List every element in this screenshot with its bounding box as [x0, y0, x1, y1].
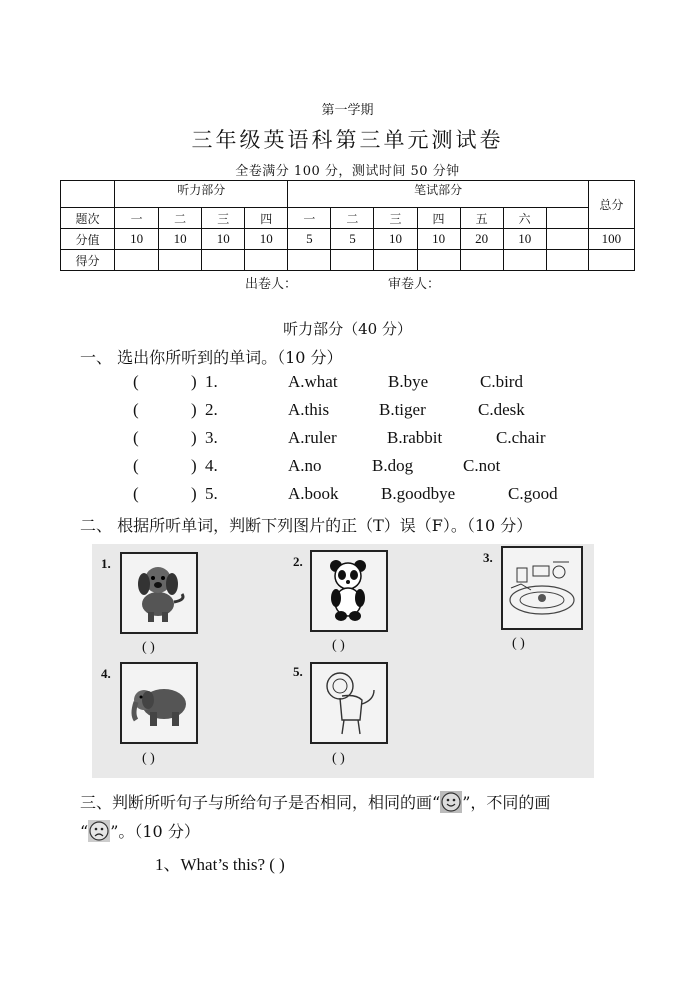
option-a: A.this [288, 400, 330, 419]
option-c: C.desk [478, 400, 525, 419]
question-cell: 一 [288, 208, 331, 229]
score-entry-cell[interactable] [159, 250, 202, 271]
choice-question [133, 484, 613, 508]
option-c: C.not [463, 456, 501, 475]
question-number: 2. [205, 400, 218, 419]
question-cell: 三 [374, 208, 417, 229]
exam-note: 全卷满分 100 分，测试时间 50 分钟 [235, 164, 460, 179]
points-cell: 10 [374, 229, 417, 250]
question-number: 3. [205, 428, 218, 447]
answer-blank[interactable]: ( ) [142, 751, 155, 766]
choice-question [133, 372, 613, 396]
elephant-icon [120, 662, 198, 744]
row-label-score: 得分 [61, 250, 115, 271]
score-entry-cell[interactable] [202, 250, 245, 271]
question-cell: 二 [159, 208, 202, 229]
question-number: 5. [205, 484, 218, 503]
answer-bracket-right: ) [191, 428, 197, 447]
answer-bracket-right: ) [191, 484, 197, 503]
answer-bracket-left[interactable]: ( [133, 428, 139, 447]
points-cell: 10 [503, 229, 546, 250]
park-scene-icon [501, 546, 583, 630]
points-cell [546, 229, 588, 250]
smiley-face-icon [440, 791, 462, 813]
answer-bracket-left[interactable]: ( [133, 400, 139, 419]
option-a: A.ruler [288, 428, 337, 447]
answer-bracket-left[interactable]: ( [133, 372, 139, 391]
score-entry-cell[interactable] [503, 250, 546, 271]
score-entry-cell[interactable] [331, 250, 374, 271]
points-cell: 10 [245, 229, 288, 250]
dog-icon [120, 552, 198, 634]
answer-blank[interactable]: ( ) [332, 638, 345, 653]
option-a: A.no [288, 456, 322, 475]
score-entry-cell[interactable] [546, 250, 588, 271]
score-entry-cell[interactable] [115, 250, 159, 271]
points-cell: 5 [331, 229, 374, 250]
option-b: B.goodbye [381, 484, 456, 503]
question-cell: 五 [460, 208, 503, 229]
question-cell: 四 [417, 208, 460, 229]
answer-bracket-right: ) [191, 372, 197, 391]
section3-title-line2 [80, 819, 200, 842]
option-b: B.tiger [379, 400, 426, 419]
answer-bracket-right: ) [191, 400, 197, 419]
picture-number: 4. [101, 666, 111, 681]
lion-icon [310, 662, 388, 744]
option-c: C.bird [480, 372, 523, 391]
total-header: 总分 [588, 181, 634, 229]
section3-title-part-c: “ [80, 822, 89, 841]
score-entry-cell[interactable] [588, 250, 634, 271]
question-cell: 一 [115, 208, 159, 229]
points-cell: 10 [159, 229, 202, 250]
section3-title [80, 790, 550, 813]
score-entry-cell[interactable] [417, 250, 460, 271]
score-entry-cell[interactable] [245, 250, 288, 271]
choice-question [133, 400, 613, 424]
score-entry-cell[interactable] [460, 250, 503, 271]
score-corner-cell [61, 181, 115, 208]
points-cell: 10 [202, 229, 245, 250]
option-c: C.good [508, 484, 558, 503]
question-cell: 二 [331, 208, 374, 229]
question-cell: 三 [202, 208, 245, 229]
section3-title-part-d: ”。（10 分） [110, 822, 200, 841]
section1-title: 一、 选出你所听到的单词。（10 分） [80, 348, 343, 367]
points-cell: 5 [288, 229, 331, 250]
score-entry-cell[interactable] [374, 250, 417, 271]
section3-question-1: 1、What’s this? ( ) [155, 855, 285, 874]
points-cell: 10 [115, 229, 159, 250]
term-label: 第一学期 [321, 103, 374, 118]
question-number: 1. [205, 372, 218, 391]
points-cell: 20 [460, 229, 503, 250]
question-number: 4. [205, 456, 218, 475]
question-cell [546, 208, 588, 229]
listening-header: 听力部分 [115, 181, 288, 208]
picture-number: 5. [293, 664, 303, 679]
option-b: B.bye [388, 372, 429, 391]
picture-number: 2. [293, 554, 303, 569]
row-label-questions: 题次 [61, 208, 115, 229]
points-cell: 10 [417, 229, 460, 250]
page-title: 三年级英语科第三单元测试卷 [191, 128, 504, 152]
answer-blank[interactable]: ( ) [512, 636, 525, 651]
row-label-points: 分值 [61, 229, 115, 250]
option-a: A.book [288, 484, 339, 503]
option-a: A.what [288, 372, 338, 391]
score-table [60, 180, 635, 271]
answer-blank[interactable]: ( ) [142, 640, 155, 655]
sad-face-icon [88, 820, 110, 842]
question-cell: 四 [245, 208, 288, 229]
section3-title-part-b: ”，不同的画 [462, 793, 551, 812]
picture-panel [92, 544, 594, 778]
option-c: C.chair [496, 428, 546, 447]
panda-icon [310, 550, 388, 632]
writing-header: 笔试部分 [288, 181, 588, 208]
answer-bracket-left[interactable]: ( [133, 456, 139, 475]
question-cell: 六 [503, 208, 546, 229]
setter-label: 出卷人： [245, 277, 298, 292]
answer-bracket-left[interactable]: ( [133, 484, 139, 503]
total-points-cell: 100 [588, 229, 634, 250]
option-b: B.dog [372, 456, 414, 475]
listening-heading: 听力部分（40 分） [283, 320, 412, 338]
answer-bracket-right: ) [191, 456, 197, 475]
picture-number: 1. [101, 556, 111, 571]
section2-title: 二、 根据所听单词，判断下列图片的正（T）误（F）。（10 分） [80, 516, 533, 535]
choice-question [133, 428, 613, 452]
option-b: B.rabbit [387, 428, 443, 447]
answer-blank[interactable]: ( ) [332, 751, 345, 766]
section3-title-part-a: 三、判断所听句子与所给句子是否相同，相同的画“ [80, 793, 441, 812]
choice-question [133, 456, 613, 480]
score-entry-cell[interactable] [288, 250, 331, 271]
reviewer-label: 审卷人： [388, 277, 441, 292]
picture-number: 3. [483, 550, 493, 565]
